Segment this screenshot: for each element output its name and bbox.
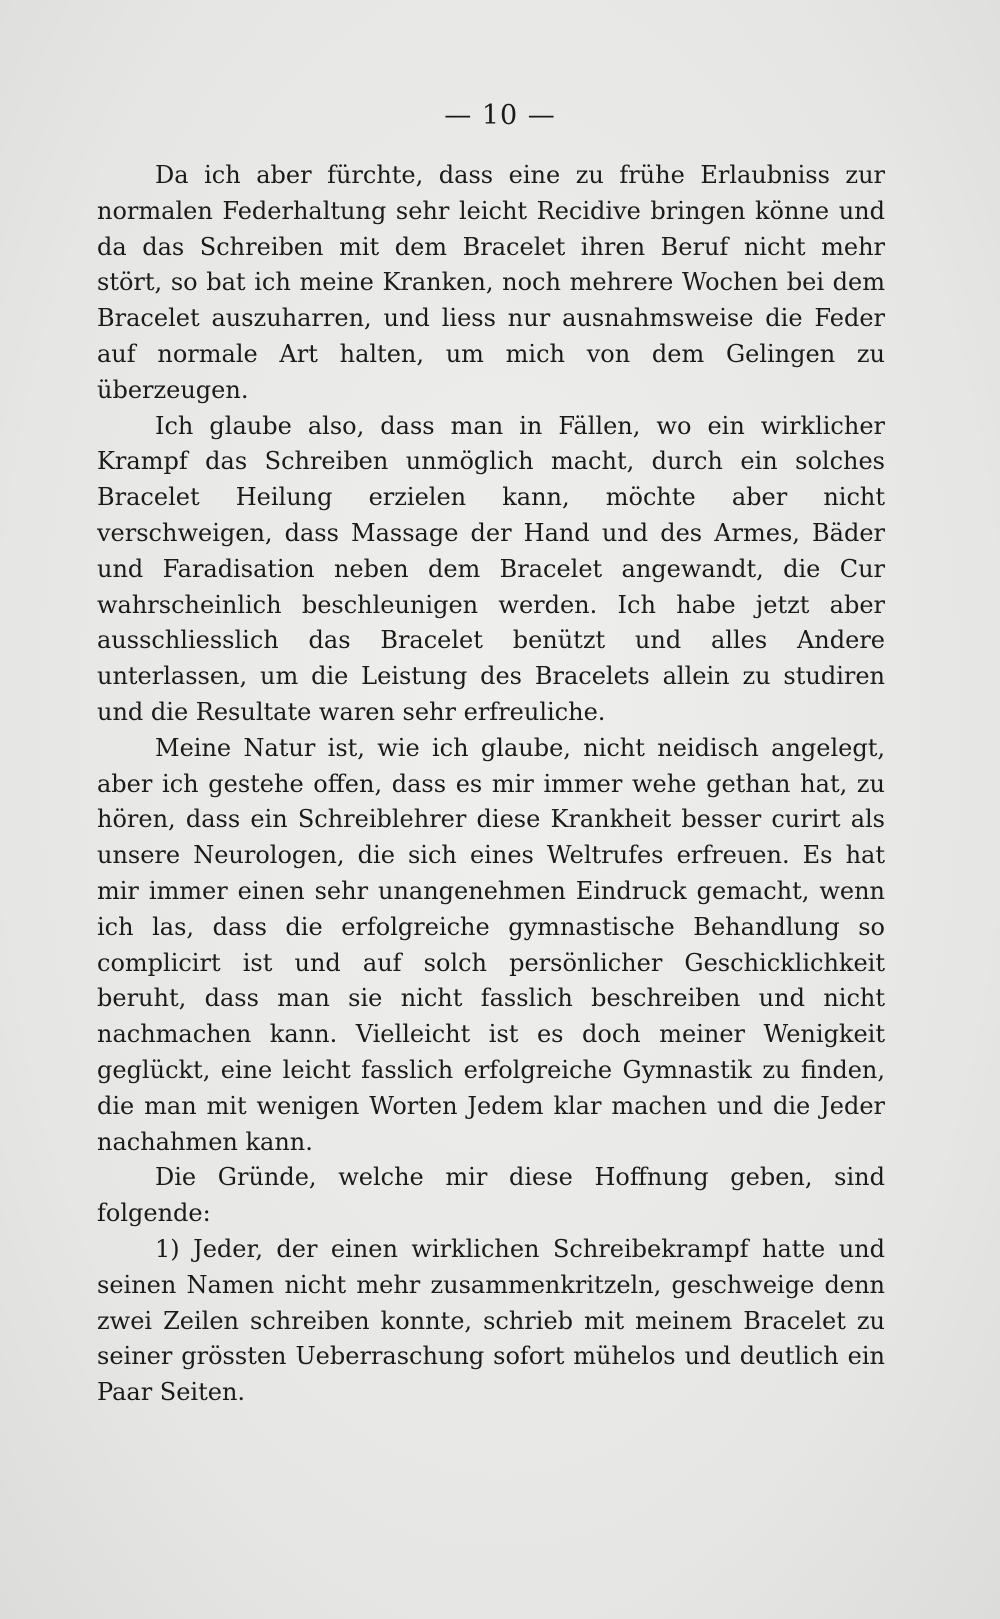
body-text: [97, 158, 885, 1411]
paragraph-3: Meine Natur ist, wie ich glaube, nicht neidisch angelegt, aber ich gestehe offen, dass es mir immer wehe gethan hat, zu hören, dass ein Schreiblehrer diese Krankheit besser curirt als unsere Neurologen, die sich eines Weltrufes erfreuen. Es hat mir immer einen sehr unangenehmen Eindruck gemacht, wenn ich las, dass die erfolgreiche gymnastische Behandlung so complicirt ist und auf solch persönlicher Geschicklichkeit beruht, dass man sie nicht fasslich beschreiben und nicht nachmachen kann. Vielleicht ist es doch meiner Wenigkeit geglückt, eine leicht fasslich erfolgreiche Gymnastik zu finden, die man mit wenigen Worten Jedem klar machen und die Jeder nachahmen kann.: [97, 733, 885, 1156]
paragraph-1: Da ich aber fürchte, dass eine zu frühe Erlaubniss zur normalen Federhaltung sehr leicht Recidive bringen könne und da das Schreiben mit dem Bracelet ihren Beruf nicht mehr stört, so bat ich meine Kranken, noch mehrere Wochen bei dem Bracelet auszuharren, und liess nur ausnahmsweise die Feder auf normale Art halten, um mich von dem Gelingen zu überzeugen.: [97, 161, 885, 404]
paragraph-5: 1) Jeder, der einen wirklichen Schreibekrampf hatte und seinen Namen nicht mehr zusammenkritzeln, geschweige denn zwei Zeilen schreiben konnte, schrieb mit meinem Bracelet zu seiner grössten Ueberraschung sofort mühelos und deutlich ein Paar Seiten.: [97, 1234, 885, 1407]
page-number: — 10 —: [444, 100, 556, 131]
paragraph-4: Die Gründe, welche mir diese Hoffnung geben, sind folgende:: [97, 1163, 885, 1228]
paragraph-2: Ich glaube also, dass man in Fällen, wo ein wirklicher Krampf das Schreiben unmöglich macht, durch ein solches Bracelet Heilung erzielen kann, möchte aber nicht verschweigen, dass Massage der Hand und des Armes, Bäder und Faradisation neben dem Bracelet angewandt, die Cur wahrscheinlich beschleunigen werden. Ich habe jetzt aber ausschliesslich das Bracelet benützt und alles Andere unterlassen, um die Leistung des Bracelets allein zu studiren und die Resultate waren sehr erfreuliche.: [97, 411, 885, 726]
